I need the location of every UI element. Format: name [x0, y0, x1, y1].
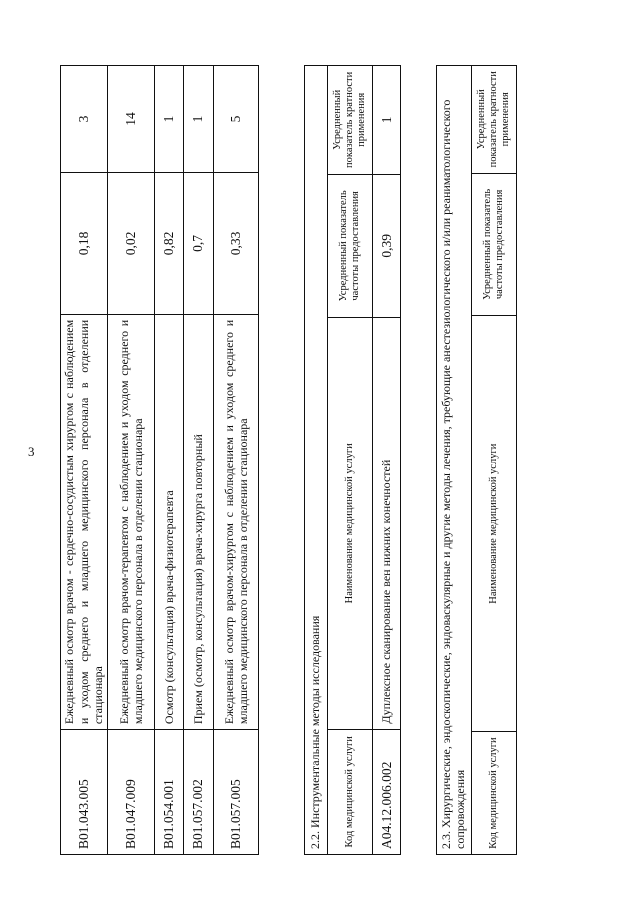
header-code: Код медицинской услуги: [472, 732, 517, 855]
header-multiplicity: Усредненный показатель кратности применения: [472, 66, 517, 174]
multiplicity-value: 14: [108, 66, 155, 173]
multiplicity-value: 1: [184, 66, 214, 173]
service-name: Прием (осмотр, консультация) врача-хирурга повторный: [184, 314, 214, 729]
service-name: Ежедневный осмотр врачом-терапевтом с наблюдением и уходом среднего и младшего медицинского персонала в отделении стационара: [108, 314, 155, 729]
table-header-row: [328, 66, 373, 855]
section-title: 2.2. Инструментальные методы исследования: [305, 66, 328, 855]
instrumental-methods-table: [304, 65, 401, 855]
table-row: [108, 66, 155, 855]
service-code: B01.047.009: [108, 730, 155, 855]
header-code: Код медицинской услуги: [328, 729, 373, 854]
section-title-row: [437, 66, 472, 855]
frequency-value: 0,82: [155, 173, 184, 315]
service-name: Осмотр (консультация) врача-физиотерапевта: [155, 314, 184, 729]
frequency-value: 0,39: [373, 174, 401, 317]
rotated-page: [0, 65, 580, 905]
service-name: Дуплексное сканирование вен нижних конечностей: [373, 317, 401, 729]
frequency-value: 0,33: [214, 173, 259, 315]
header-frequency: Усредненный показатель частоты предоставления: [472, 173, 517, 316]
frequency-value: 0,18: [61, 173, 108, 315]
table-row: [184, 66, 214, 855]
surgical-methods-table: [436, 65, 517, 855]
table-row: [155, 66, 184, 855]
table-row: [373, 66, 401, 855]
service-code: B01.043.005: [61, 730, 108, 855]
multiplicity-value: 1: [155, 66, 184, 173]
table-row: [61, 66, 108, 855]
service-name: Ежедневный осмотр врачом-хирургом с наблюдением и уходом среднего и младшего медицинского персонала в отделении стационара: [214, 314, 259, 729]
service-code: B01.057.005: [214, 730, 259, 855]
section-title-row: [305, 66, 328, 855]
service-name: Ежедневный осмотр врачом - сердечно-сосудистым хирургом с наблюдением и уходом среднего и младшего медицинского персонала в отделении стационара: [61, 314, 108, 729]
frequency-value: 0,7: [184, 173, 214, 315]
table-row: [214, 66, 259, 855]
multiplicity-value: 1: [373, 66, 401, 175]
header-name: Наименование медицинской услуги: [472, 316, 517, 732]
service-code: A04.12.006.002: [373, 729, 401, 854]
table-header-row: [472, 66, 517, 855]
service-code: B01.057.002: [184, 730, 214, 855]
service-code: B01.054.001: [155, 730, 184, 855]
services-table: [60, 65, 259, 855]
header-multiplicity: Усредненный показатель кратности применения: [328, 66, 373, 175]
multiplicity-value: 5: [214, 66, 259, 173]
header-frequency: Усредненный показатель частоты предоставления: [328, 174, 373, 317]
page-number: 3: [28, 444, 35, 459]
frequency-value: 0,02: [108, 173, 155, 315]
multiplicity-value: 3: [61, 66, 108, 173]
header-name: Наименование медицинской услуги: [328, 317, 373, 729]
section-title: 2.3. Хирургические, эндоскопические, эндоваскулярные и другие методы лечения, требующие анестезиологического и/или реаниматологического сопровождения: [437, 66, 472, 855]
